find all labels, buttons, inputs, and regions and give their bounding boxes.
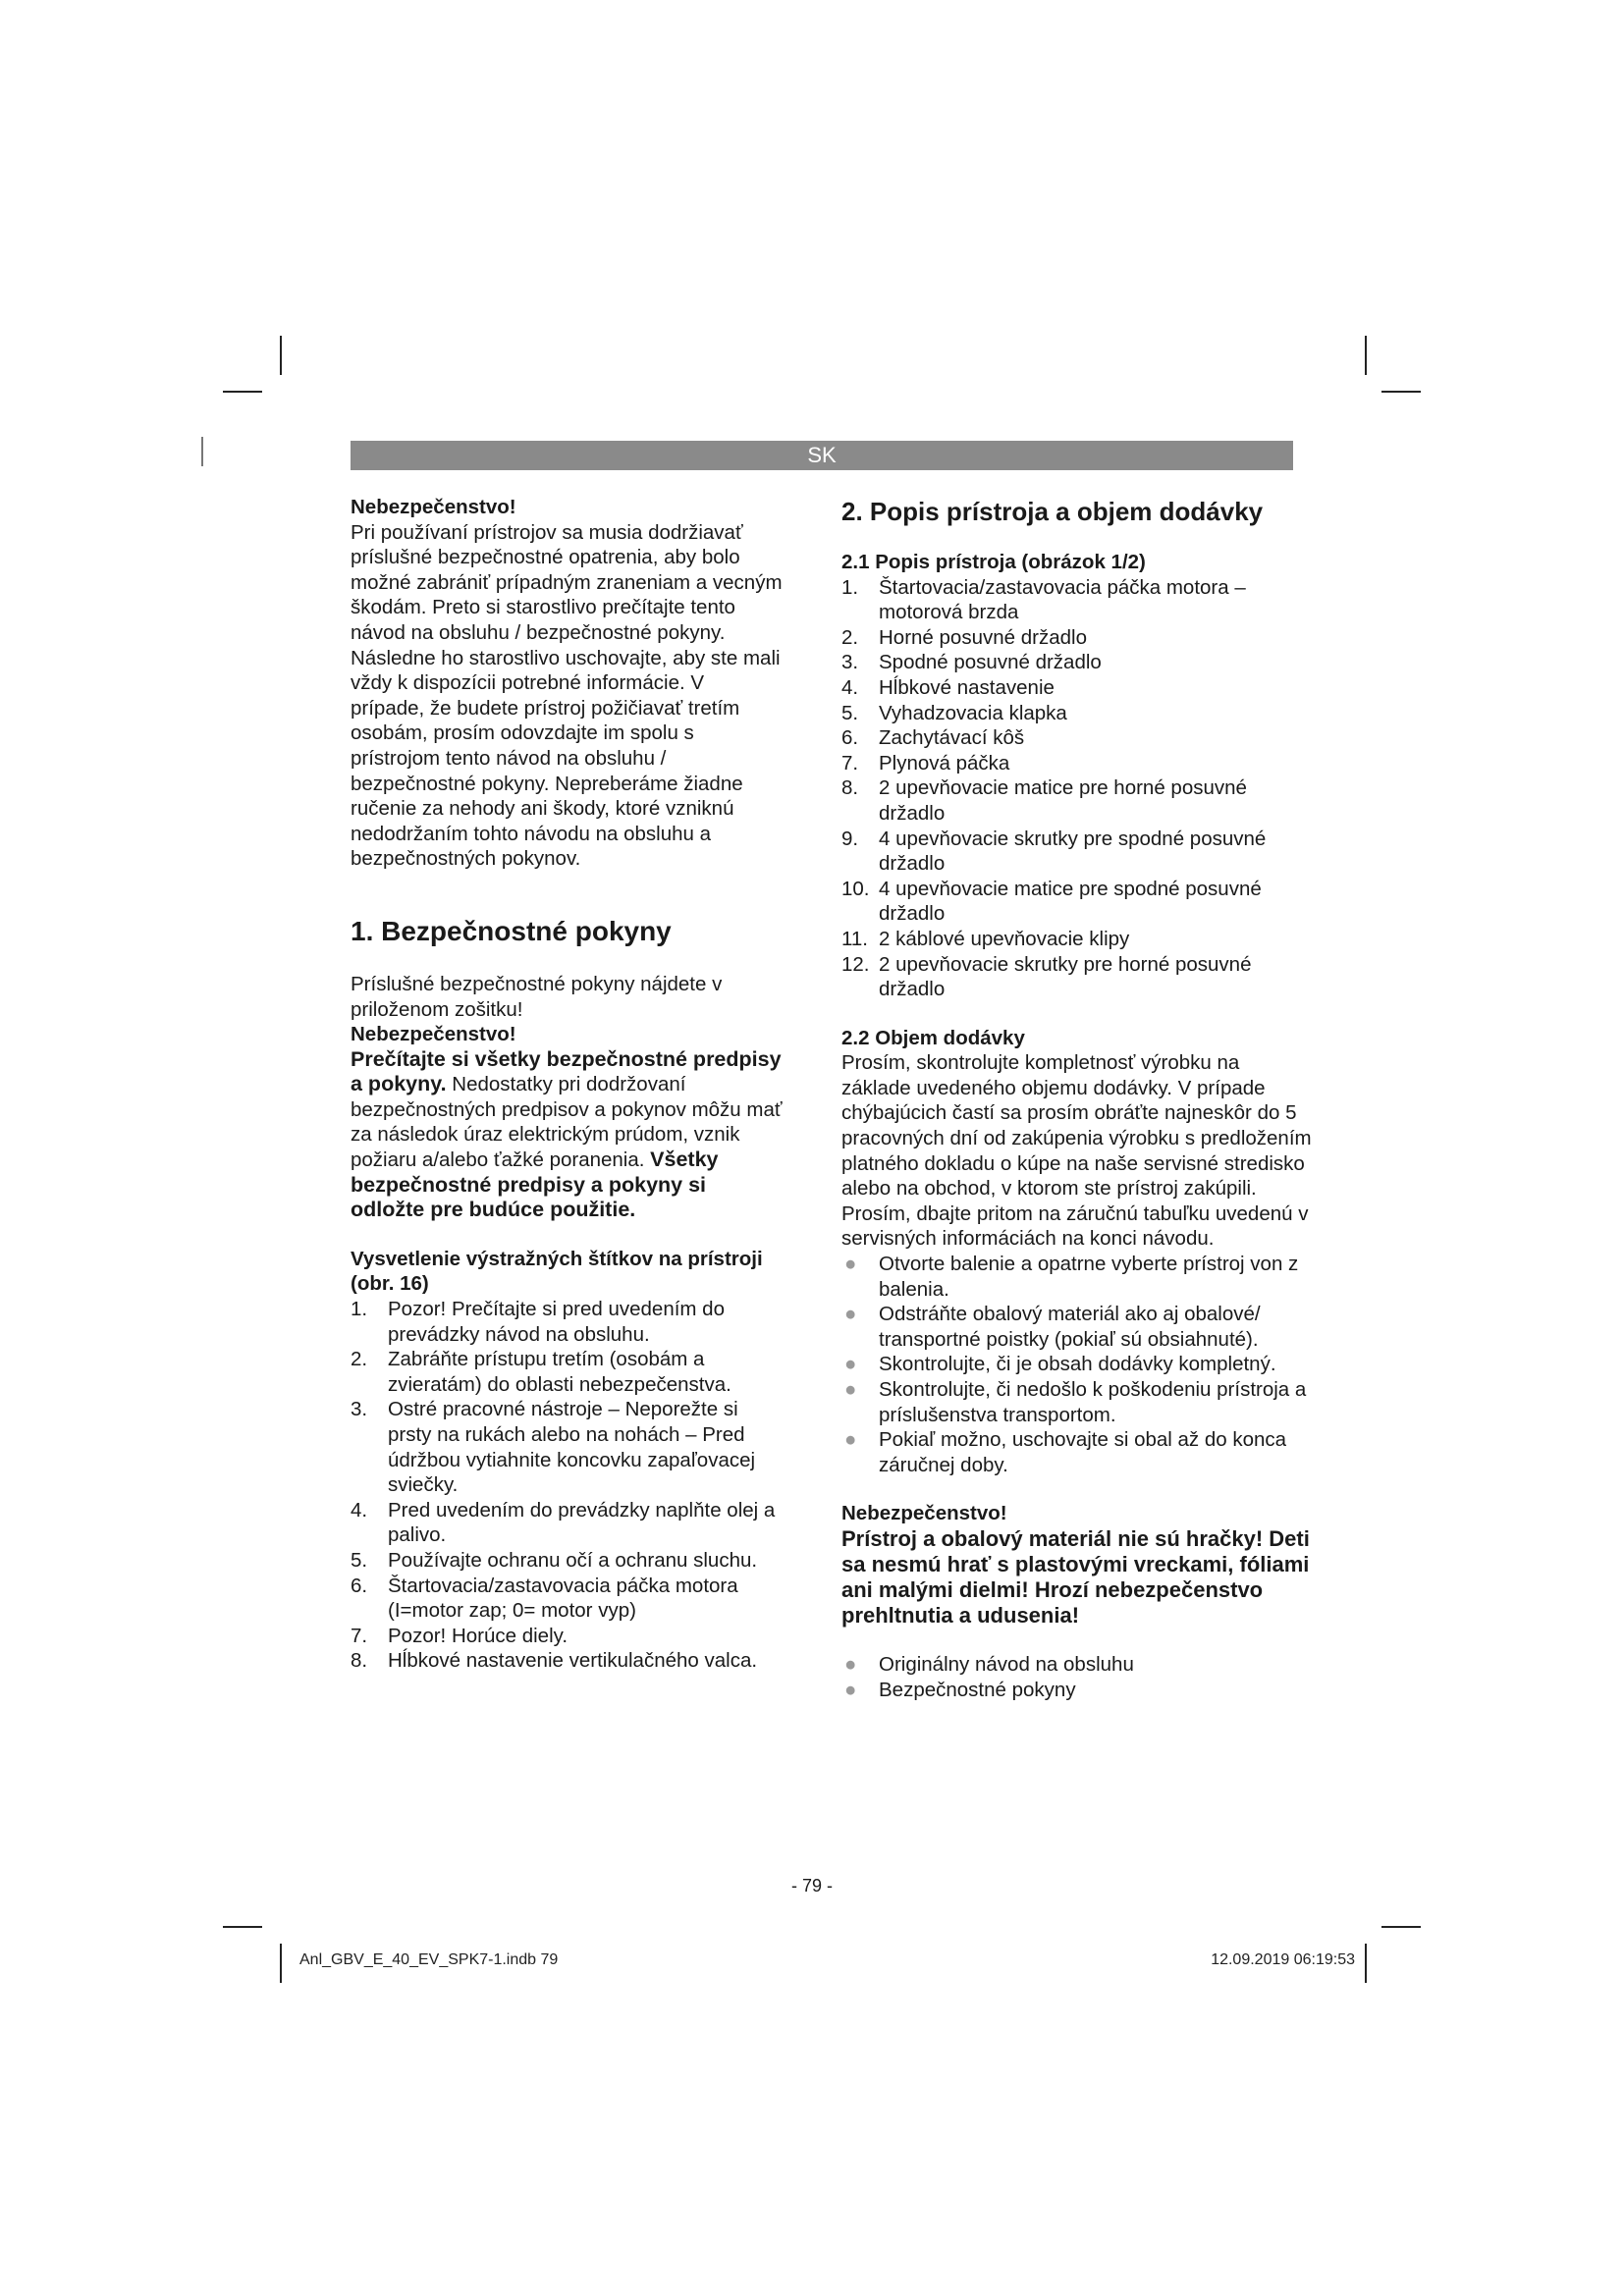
timestamp: 12.09.2019 06:19:53 <box>1211 1951 1355 1968</box>
list-text: Spodné posuvné držadlo <box>879 651 1102 674</box>
list-text: 2 káblové upevňovacie klipy <box>879 927 1130 950</box>
bullet-icon: ● <box>844 1353 857 1376</box>
list-item <box>841 952 1313 1002</box>
list-item <box>841 775 1313 826</box>
list-item <box>841 1352 1313 1377</box>
section2-title: 2. Popis prístroja a objem dodávky <box>841 497 1264 526</box>
file-name: Anl_GBV_E_40_EV_SPK7-1.indb 79 <box>299 1951 559 1968</box>
crop-mark <box>223 1926 262 1928</box>
list-text: 4 upevňovacie skrutky pre spodné posuvné držadlo <box>879 827 1267 876</box>
list-number: 7. <box>841 751 859 774</box>
list-number: 2. <box>351 1348 368 1371</box>
list-text: Pozor! Prečítajte si pred uvedením do prevádzky návod na obsluhu. <box>388 1298 725 1346</box>
crop-mark <box>223 391 262 393</box>
warning-title: Nebezpečenstvo! <box>351 496 516 518</box>
list-text: Používajte ochranu očí a ochranu sluchu. <box>388 1548 758 1572</box>
list-text: Hĺbkové nastavenie <box>879 675 1055 699</box>
list-text: Zachytávací kôš <box>879 726 1025 750</box>
labels-title: Vysvetlenie výstražných štítkov na prístroji (obr. 16) <box>351 1247 763 1296</box>
list-text: Hĺbkové nastavenie vertikulačného valca. <box>388 1649 758 1673</box>
list-item <box>841 751 1313 776</box>
list-item <box>351 1397 783 1497</box>
list-text: 4 upevňovacie matice pre spodné posuvné držadlo <box>879 877 1262 926</box>
list-number: 5. <box>841 701 859 724</box>
parts-list <box>841 575 1313 1002</box>
list-item <box>841 1377 1313 1427</box>
list-item <box>841 625 1313 651</box>
list-number: 5. <box>351 1548 368 1572</box>
included-list <box>841 1652 1313 1702</box>
crop-mark <box>1365 336 1367 375</box>
list-number: 11. <box>841 927 868 950</box>
crop-mark <box>1365 1944 1367 1983</box>
list-text: Pozor! Horúce diely. <box>388 1624 568 1647</box>
list-item <box>351 1347 783 1397</box>
list-item <box>841 650 1313 675</box>
description-title: 2.1 Popis prístroja (obrázok 1/2) <box>841 551 1146 573</box>
list-item <box>841 877 1313 927</box>
list-text: Vyhadzovacia klapka <box>879 701 1067 724</box>
list-number: 1. <box>351 1298 368 1321</box>
crop-mark <box>1381 391 1421 393</box>
bullet-icon: ● <box>844 1303 857 1326</box>
list-number: 7. <box>351 1624 368 1647</box>
list-text: 2 upevňovacie matice pre horné posuvné držadlo <box>879 776 1247 825</box>
list-number: 4. <box>841 675 859 699</box>
list-item <box>351 1624 783 1649</box>
list-text: Skontrolujte, či je obsah dodávky kompletný. <box>879 1353 1276 1376</box>
list-text: Ostré pracovné nástroje – Neporežte si prsty na rukách alebo na nohách – Pred údržbou vytiahnite koncovku zapaľovacej sviečky. <box>388 1398 756 1497</box>
list-number: 9. <box>841 827 859 850</box>
list-item <box>351 1498 783 1548</box>
list-text: Plynová páčka <box>879 751 1010 774</box>
list-item <box>351 1297 783 1347</box>
list-text: Štartovacia/zastavovacia páčka motora (I=motor zap; 0= motor vyp) <box>388 1574 738 1623</box>
section1-intro: Príslušné bezpečnostné pokyny nájdete v priloženom zošitku! <box>351 972 723 1021</box>
bullet-icon: ● <box>844 1428 857 1452</box>
danger-title: Nebezpečenstvo! <box>841 1502 1007 1525</box>
list-item <box>351 1574 783 1624</box>
section1-bold-end: Všetky bezpečnostné predpisy a pokyny si odložte pre budúce použitie. <box>351 1148 719 1222</box>
list-text: Horné posuvné držadlo <box>879 625 1087 649</box>
list-text: Pred uvedením do prevádzky naplňte olej a palivo. <box>388 1498 776 1547</box>
list-number: 8. <box>351 1649 368 1673</box>
list-item <box>841 675 1313 701</box>
crop-mark <box>280 1944 282 1983</box>
list-text: Odstráňte obalový materiál ako aj obalové/ transportné poistky (pokiaľ sú obsiahnuté). <box>879 1303 1261 1351</box>
bullet-icon: ● <box>844 1253 857 1276</box>
left-column <box>351 495 783 1674</box>
list-item <box>841 827 1313 877</box>
list-text: Originálny návod na obsluhu <box>879 1652 1134 1676</box>
list-number: 3. <box>351 1398 368 1421</box>
list-text: Štartovacia/zastavovacia páčka motora – motorová brzda <box>879 575 1246 624</box>
danger-text: Prístroj a obalový materiál nie sú hračky! Deti sa nesmú hrať s plastovými vreckami, fóliami ani malými dielmi! Hrozí nebezpečenstvo prehltnutia a udusenia! <box>841 1525 1310 1628</box>
crop-mark <box>1381 1926 1421 1928</box>
list-text: Otvorte balenie a opatrne vyberte prístroj von z balenia. <box>879 1253 1299 1301</box>
page-number: - 79 - <box>790 1876 833 1896</box>
list-number: 4. <box>351 1498 368 1522</box>
section1-warning-title: Nebezpečenstvo! <box>351 1023 516 1046</box>
list-number: 1. <box>841 575 859 599</box>
list-number: 12. <box>841 952 870 976</box>
list-text: Bezpečnostné pokyny <box>879 1678 1076 1701</box>
list-number: 3. <box>841 651 859 674</box>
list-number: 6. <box>841 726 859 750</box>
list-item <box>841 927 1313 952</box>
list-number: 6. <box>351 1574 368 1597</box>
list-text: Pokiaľ možno, uschovajte si obal až do konca záručnej doby. <box>879 1428 1287 1476</box>
list-item <box>841 1652 1313 1678</box>
list-text: Skontrolujte, či nedošlo k poškodeniu prístroja a príslušenstva transportom. <box>879 1378 1307 1426</box>
list-item <box>841 1427 1313 1477</box>
right-column <box>841 495 1313 1702</box>
bullet-icon: ● <box>844 1652 857 1676</box>
list-number: 8. <box>841 776 859 800</box>
list-number: 2. <box>841 625 859 649</box>
list-item <box>841 575 1313 625</box>
list-number: 10. <box>841 877 870 900</box>
scope-text: Prosím, skontrolujte kompletnosť výrobku na základe uvedeného objemu dodávky. V prípade chýbajúcich častí sa prosím obráťte najneskôr do 5 pracovných dní od zakúpenia výrobku s predložením platného dokladu o kúpe na naše servisné stredisko alebo na obchod, v ktorom ste prístroj zakúpili. Prosím, dbajte pritom na záručnú tabuľku uvedenú v servisných informáciách na konci návodu. <box>841 1051 1312 1251</box>
language-header-bar: SK <box>351 441 1293 470</box>
bullet-icon: ● <box>844 1378 857 1401</box>
list-item <box>841 701 1313 726</box>
section1-paragraph <box>351 1047 783 1223</box>
section1-bold-start: Prečítajte si všetky bezpečnostné predpisy a pokyny. <box>351 1046 782 1096</box>
scope-title: 2.2 Objem dodávky <box>841 1026 1025 1049</box>
list-item <box>841 1302 1313 1352</box>
section1-title: 1. Bezpečnostné pokyny <box>351 915 672 946</box>
list-item <box>841 1252 1313 1302</box>
bullet-icon: ● <box>844 1678 857 1701</box>
list-item <box>841 1678 1313 1703</box>
list-item <box>841 725 1313 751</box>
list-item <box>351 1648 783 1674</box>
crop-mark <box>280 336 282 375</box>
labels-list <box>351 1297 783 1674</box>
warning-text: Pri používaní prístrojov sa musia dodržiavať príslušné bezpečnostné opatrenia, aby bolo možné zabrániť prípadným zraneniam a vecným škodám. Preto si starostlivo prečítajte tento návod na obsluhu / bezpečnostné pokyny. Následne ho starostlivo uschovajte, aby ste mali vždy k dispozícii potrebné informácie. V prípade, že budete prístroj požičiavať tretím osobám, prosím odovzdajte im spolu s prístrojom tento návod na obsluhu / bezpečnostné pokyny. Nepreberáme žiadne ručenie za nehody ani škody, ktoré vzniknú nedodržaním tohto návodu na obsluhu a bezpečnostných pokynov. <box>351 520 783 871</box>
list-item <box>351 1548 783 1574</box>
list-text: Zabráňte prístupu tretím (osobám a zvieratám) do oblasti nebezpečenstva. <box>388 1348 731 1396</box>
crop-mark <box>201 437 203 466</box>
list-text: 2 upevňovacie skrutky pre horné posuvné držadlo <box>879 952 1252 1001</box>
section1-text-mid: Nedostatky pri dodržovaní bezpečnostných predpisov a pokynov môžu mať za následok úraz elektrickým prúdom, vznik požiaru a/alebo ťažké poranenia. <box>351 1073 783 1172</box>
scope-steps-list <box>841 1252 1313 1477</box>
